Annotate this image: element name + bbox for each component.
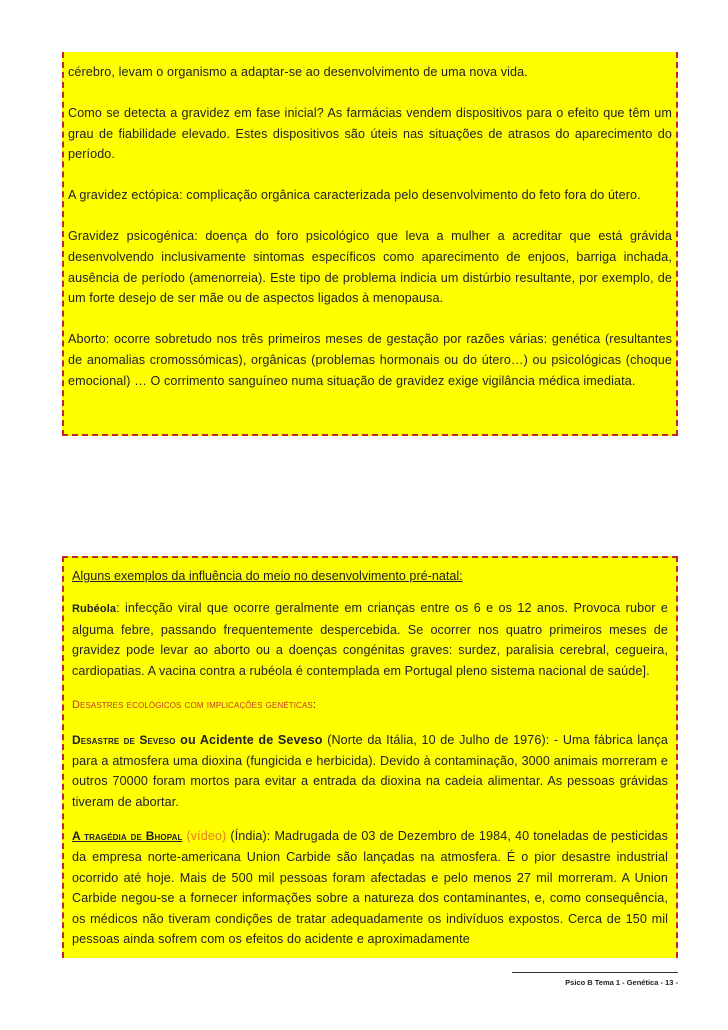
section-heading: Alguns exemplos da influência do meio no desenvolvimento pré-natal: (72, 569, 463, 583)
paragraph-intro: cérebro, levam o organismo a adaptar-se ao desenvolvimento de uma nova vida. (68, 65, 528, 79)
bhopal-place: (Índia): (226, 829, 271, 844)
seveso-text: : - Uma fábrica lança para a atmosfera uma dioxina (fungicida e herbicida). Devido à contaminação, 3000 animais morreram e outros 70000 foram mortos para evitar a entrada da dioxina na cadeia alimentar. As pessoas grávidas tiveram de abortar. (72, 732, 668, 809)
rubeola-label: Rubéola (72, 603, 117, 615)
text-box-environment-influence (62, 556, 678, 958)
paragraph-seveso (72, 730, 668, 812)
seveso-alt: ou Acidente de Seveso (175, 732, 323, 747)
footer-rule (512, 972, 678, 973)
bhopal-video-link[interactable]: (vídeo) (182, 829, 227, 844)
page-footer: Psico B Tema 1 - Genética - 13 - (565, 978, 678, 987)
paragraph-disasters-heading (72, 695, 668, 716)
text-box-pregnancy (62, 52, 678, 436)
disasters-colon: : (312, 699, 316, 712)
disasters-heading: Desastres ecológicos com implicações genéticas (72, 699, 313, 712)
bhopal-text: Madrugada de 03 de Dezembro de 1984, 40 toneladas de pesticidas da empresa norte-americana Union Carbide são lançadas na atmosfera. É o pior desastre industrial ocorrido até hoje. Mais de 500 mil pessoas foram afectadas e pelo menos 27 mil morreram. A Union Carbide negou-se a fornecer informações sobre a natureza dos contaminantes, e, como consequência, os médicos não tiveram condições de tratar adequadamente os indivíduos expostos. Cerca de 150 mil pessoas ainda sofrem com os efeitos do acidente e aproximadamente (72, 829, 668, 947)
bhopal-link[interactable]: A tragédia de Bhopal (72, 829, 183, 844)
paragraph-abortion: Aborto: ocorre sobretudo nos três primeiros meses de gestação por razões várias: genética (resultantes de anomalias cromossómicas), orgânicas (problemas hormonais ou do útero…) ou psicológicas (choque emocional) … O corrimento sanguíneo numa situação de gravidez exige vigilância médica imediata. (68, 332, 672, 388)
paragraph-ectopic: A gravidez ectópica: complicação orgânica caracterizada pelo desenvolvimento do feto fora do útero. (68, 188, 641, 203)
paragraph-rubeola (72, 598, 668, 681)
seveso-place: (Norte da Itália, 10 de Julho de 1976) (322, 732, 546, 747)
paragraph-bhopal (72, 826, 668, 950)
rubeola-text: : infecção viral que ocorre geralmente em crianças entre os 6 e os 12 anos. Provoca rubor e alguma febre, passando frequentemente despercebida. Se ocorrer nos quatro primeiros meses de gravidez pode levar ao aborto ou a doenças congénitas graves: surdez, paralisia cerebral, cegueira, cardiopatias. A vacina contra a rubéola é contemplada em Portugal pleno sistema nacional de saúde]. (72, 601, 668, 678)
paragraph-detection: Como se detecta a gravidez em fase inicial? As farmácias vendem dispositivos para o efeito que têm um grau de fiabilidade elevado. Estes dispositivos são úteis nas situações de atrasos do aparecimento do período. (68, 105, 672, 162)
seveso-label: Desastre de Seveso (72, 732, 176, 747)
paragraph-psychogenic: Gravidez psicogénica: doença do foro psicológico que leva a mulher a acreditar que está grávida desenvolvendo inclusivamente sintomas específicos como aparecimento de enjoos, barriga inchada, ausência de período (amenorreia). Este tipo de problema indicia um distúrbio resultante, por exemplo, de um forte desejo de ser mãe ou de aspectos ligados à menopausa. (68, 228, 672, 306)
